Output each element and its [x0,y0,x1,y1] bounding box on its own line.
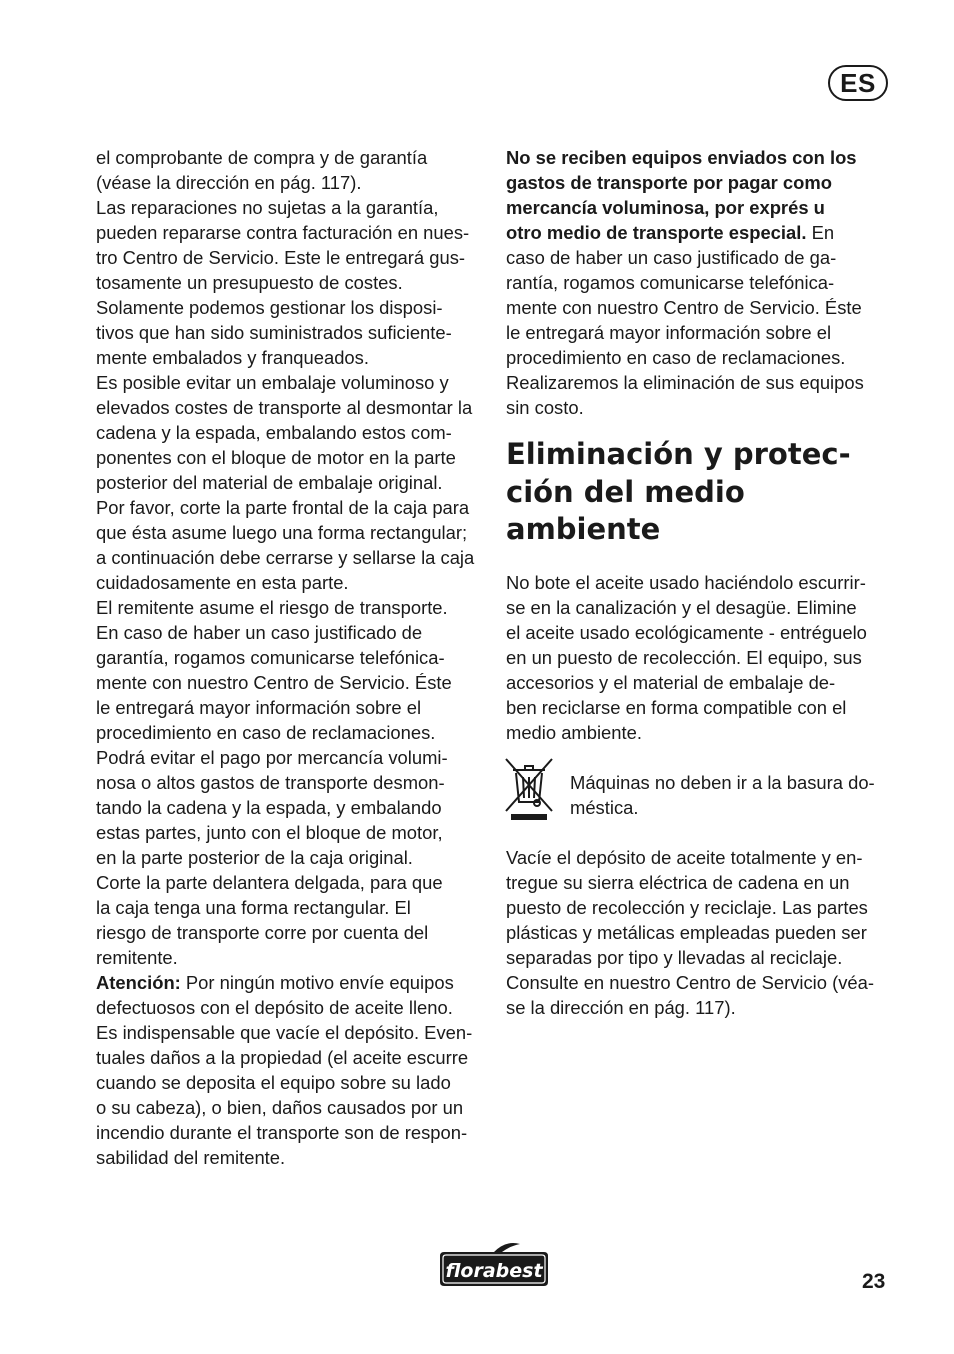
text-line: le entregará mayor información sobre el [96,697,422,718]
text-line: ben reciclarse en forma compatible con el [506,697,847,718]
text-line: se en la canalización y el desagüe. Elimine [506,597,857,618]
text-line: garantía, rogamos comunicarse telefónica- [96,647,445,668]
text-line: mente con nuestro Centro de Servicio. Éste [506,297,862,318]
text-line: El remitente asume el riesgo de transporte. [96,597,448,618]
text-line: medio ambiente. [506,722,642,743]
text-line: méstica. [570,797,639,818]
text-line: separadas por tipo y llevadas al reciclaje. [506,947,843,968]
text-line: Corte la parte delantera delgada, para que [96,872,443,893]
text-line: en un puesto de recolección. El equipo, sus [506,647,862,668]
text-line: o su cabeza), o bien, daños causados por un [96,1097,464,1118]
attention-line [96,970,486,995]
text-line: Las reparaciones no sujetas a la garantía, [96,197,439,218]
text-line: En caso de haber un caso justificado de [96,622,423,643]
attention-text: Por ningún motivo envíe equipos [180,972,454,993]
section-heading [506,436,906,549]
text-line: No bote el aceite usado haciéndolo escurrir- [506,572,866,593]
text-line: a continuación debe cerrarse y sellarse la caja [96,547,475,568]
bold-text-line: gastos de transporte por pagar como [506,172,832,193]
text-line: cuidadosamente en esta parte. [96,572,349,593]
weee-notice [570,770,875,820]
text-line: remitente. [96,947,178,968]
text-line: mente embalados y franqueados. [96,347,369,368]
page-number: 23 [862,1270,886,1293]
shipping-notice-bold [506,145,898,220]
text-line: el comprobante de compra y de garantía [96,147,428,168]
text-line: elevados costes de transporte al desmontar la [96,397,473,418]
disposal-paragraph [506,570,898,745]
heading-line: ambiente [506,512,661,546]
crossed-out-wheelie-bin-icon [503,756,555,822]
heading-line: Eliminación y protec- [506,437,851,471]
text-line: cuando se deposita el equipo sobre su lado [96,1072,451,1093]
text-line: rantía, rogamos comunicarse telefónica- [506,272,835,293]
attention-label: Atención: [96,972,181,993]
text-line: Realizaremos la eliminación de sus equipos [506,372,864,393]
florabest-logo [436,1242,552,1290]
shipping-notice-body [506,245,898,420]
text-line: se la dirección en pág. 117). [506,997,736,1018]
text-line: estas partes, junto con el bloque de motor, [96,822,443,843]
attention-body [96,995,486,1170]
text-line: Vacíe el depósito de aceite totalmente y en- [506,847,863,868]
text-line: ponentes con el bloque de motor en la parte [96,447,456,468]
shipping-notice-text: En [806,222,835,243]
text-line: Es indispensable que vacíe el depósito. Even- [96,1022,473,1043]
logo-text: florabest [445,1260,543,1282]
text-line: tregue su sierra eléctrica de cadena en un [506,872,850,893]
text-line: tuales daños a la propiedad (el aceite escurre [96,1047,469,1068]
text-line: sin costo. [506,397,584,418]
left-column [96,145,486,1170]
text-line: pueden repararse contra facturación en nues- [96,222,470,243]
text-line: Es posible evitar un embalaje voluminoso y [96,372,449,393]
text-line: que ésta asume luego una forma rectangular; [96,522,468,543]
text-line: procedimiento en caso de reclamaciones. [96,722,436,743]
leaf-icon [494,1243,520,1252]
text-line: plásticas y metálicas empleadas pueden ser [506,922,867,943]
right-column [506,145,898,420]
text-line: tando la cadena y la espada, y embalando [96,797,442,818]
shipping-notice-last-line [506,220,898,245]
text-line: riesgo de transporte corre por cuenta del [96,922,429,943]
text-line: posterior del material de embalaje original. [96,472,443,493]
text-line: tro Centro de Servicio. Este le entregará gus- [96,247,466,268]
text-line: caso de haber un caso justificado de ga- [506,247,837,268]
heading-line: ción del medio [506,474,745,509]
text-line: Solamente podemos gestionar los disposi- [96,297,443,318]
text-line: el aceite usado ecológicamente - entréguelo [506,622,867,643]
text-line: le entregará mayor información sobre el [506,322,832,343]
text-line: Por favor, corte la parte frontal de la caja para [96,497,470,518]
bold-text-line: No se reciben equipos enviados con los [506,147,857,168]
text-line: Máquinas no deben ir a la basura do- [570,772,875,793]
text-line: puesto de recolección y reciclaje. Las partes [506,897,868,918]
text-line: Podrá evitar el pago por mercancía volumi- [96,747,448,768]
text-line: accesorios y el material de embalaje de- [506,672,836,693]
text-line: Consulte en nuestro Centro de Servicio (véa- [506,972,875,993]
bold-text-line: mercancía voluminosa, por exprés u [506,197,825,218]
text-line: (véase la dirección en pág. 117). [96,172,362,193]
text-line: cadena y la espada, embalando estos com- [96,422,452,443]
text-line: incendio durante el transporte son de respon- [96,1122,468,1143]
text-line: tosamente un presupuesto de costes. [96,272,403,293]
text-line: sabilidad del remitente. [96,1147,286,1168]
language-badge: ES [828,65,888,101]
text-line: defectuosos con el depósito de aceite lleno. [96,997,453,1018]
recycling-paragraph [506,845,874,1020]
text-line: mente con nuestro Centro de Servicio. Éste [96,672,452,693]
shipping-notice-bold-end: otro medio de transporte especial. [506,222,807,243]
text-line: procedimiento en caso de reclamaciones. [506,347,846,368]
left-body-text [96,145,486,970]
text-line: tivos que han sido suministrados suficiente- [96,322,452,343]
text-line: nosa o altos gastos de transporte desmon- [96,772,445,793]
text-line: la caja tenga una forma rectangular. El [96,897,411,918]
text-line: en la parte posterior de la caja original. [96,847,413,868]
